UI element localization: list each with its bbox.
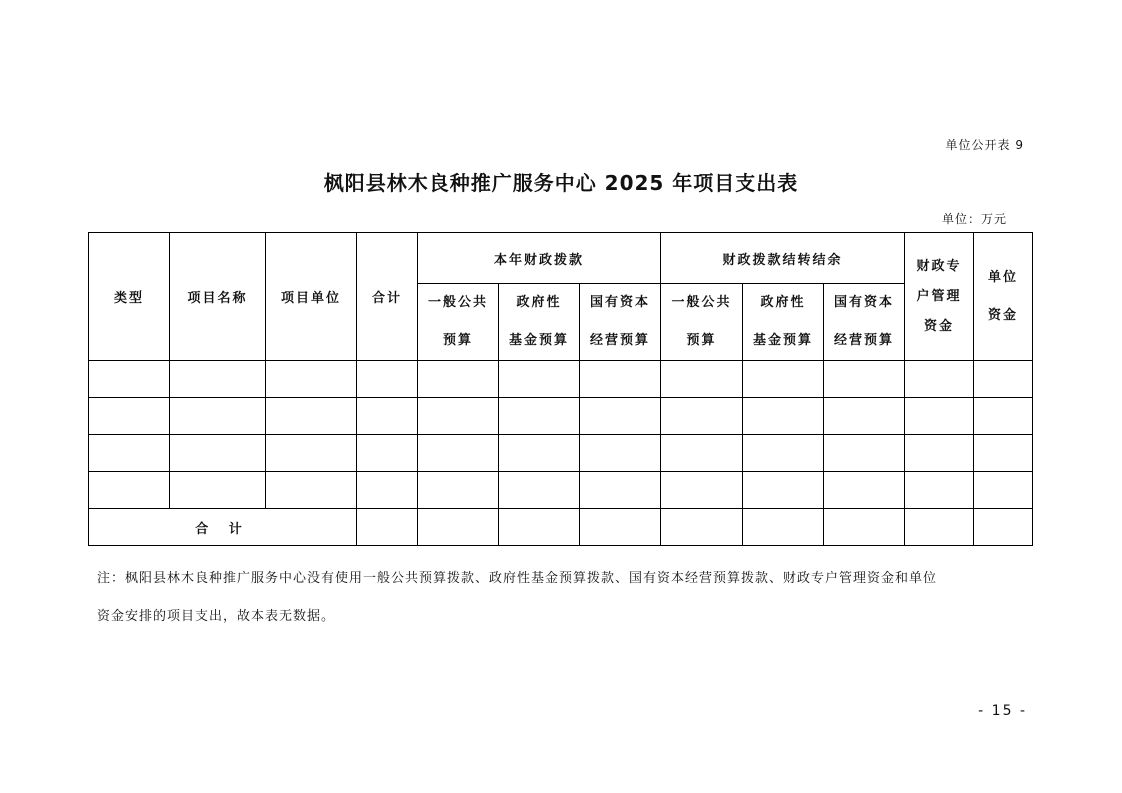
- table-cell: [418, 472, 499, 509]
- footnote-line-2: 资金安排的项目支出，故本表无数据。: [97, 609, 336, 624]
- table-cell: [905, 472, 974, 509]
- table-cell: [170, 472, 266, 509]
- header-current-year-appropriation: 本年财政拨款: [418, 233, 661, 284]
- header-general-public-budget: [418, 284, 499, 361]
- table-cell: [499, 398, 580, 435]
- table-number-label: 单位公开表 9: [945, 138, 1024, 152]
- table-cell: [743, 398, 824, 435]
- table-cell: [266, 361, 357, 398]
- header-project-unit: 项目单位: [266, 233, 357, 361]
- header-line-1: 国有资本: [590, 295, 651, 310]
- page-number: - 15 -: [978, 703, 1027, 719]
- header-line-2: 预算: [442, 333, 473, 348]
- header-total: 合计: [357, 233, 418, 361]
- footnote: [97, 560, 1032, 636]
- table-cell: [661, 509, 743, 546]
- total-row-label: 合 计: [89, 509, 357, 546]
- table-cell: [357, 361, 418, 398]
- table-cell: [499, 509, 580, 546]
- header-line-2: 预算: [686, 333, 717, 348]
- total-row: [89, 509, 1033, 546]
- table-cell: [824, 361, 905, 398]
- header-line-1: 国有资本: [834, 295, 895, 310]
- table-cell: [357, 509, 418, 546]
- table-cell: [170, 361, 266, 398]
- table-cell: [266, 398, 357, 435]
- table-cell: [824, 398, 905, 435]
- project-expenditure-table: [88, 232, 1033, 546]
- page-title: 枫阳县林木良种推广服务中心 2025 年项目支出表: [323, 171, 799, 195]
- table-cell: [661, 398, 743, 435]
- table-cell: [89, 435, 170, 472]
- table-cell: [974, 435, 1033, 472]
- table-row: [89, 361, 1033, 398]
- table-cell: [357, 472, 418, 509]
- table-cell: [824, 472, 905, 509]
- table-cell: [974, 361, 1033, 398]
- header-line-2: 基金预算: [508, 333, 569, 348]
- table-cell: [580, 398, 661, 435]
- table-cell: [89, 398, 170, 435]
- table-cell: [170, 398, 266, 435]
- table-cell: [974, 509, 1033, 546]
- table-cell: [661, 435, 743, 472]
- header-carryover-state-capital-budget: [824, 284, 905, 361]
- table-cell: [580, 509, 661, 546]
- header-line-2: 经营预算: [834, 333, 895, 348]
- header-special-line-1: 财政专: [916, 258, 962, 274]
- header-unit-fund-line-1: 单位: [988, 269, 1019, 285]
- table-cell: [89, 472, 170, 509]
- table-row: [89, 435, 1033, 472]
- table-cell: [743, 435, 824, 472]
- table-cell: [580, 361, 661, 398]
- table-cell: [499, 435, 580, 472]
- table-cell: [905, 509, 974, 546]
- table-cell: [499, 472, 580, 509]
- table-cell: [661, 472, 743, 509]
- header-project-name: 项目名称: [170, 233, 266, 361]
- table-cell: [824, 435, 905, 472]
- header-unit-fund-line-2: 资金: [988, 307, 1019, 323]
- table-cell: [974, 398, 1033, 435]
- header-gov-fund-budget: [499, 284, 580, 361]
- table-cell: [170, 435, 266, 472]
- table-cell: [743, 361, 824, 398]
- table-cell: [905, 361, 974, 398]
- table-cell: [743, 472, 824, 509]
- header-carryover-gov-fund-budget: [743, 284, 824, 361]
- table-cell: [418, 398, 499, 435]
- table-cell: [974, 472, 1033, 509]
- unit-label: 单位：万元: [941, 212, 1007, 226]
- header-line-1: 政府性: [516, 295, 562, 310]
- table-cell: [824, 509, 905, 546]
- table-cell: [499, 361, 580, 398]
- header-line-2: 经营预算: [590, 333, 651, 348]
- header-state-capital-budget: [580, 284, 661, 361]
- header-unit-fund: [974, 233, 1033, 361]
- table-row: [89, 472, 1033, 509]
- table-row: [89, 398, 1033, 435]
- header-special-line-3: 资金: [924, 318, 955, 334]
- header-type: 类型: [89, 233, 170, 361]
- footnote-line-1: 注：枫阳县林木良种推广服务中心没有使用一般公共预算拨款、政府性基金预算拨款、国有资本经营预算拨款、财政专户管理资金和单位: [97, 571, 938, 586]
- table-cell: [661, 361, 743, 398]
- table-cell: [357, 435, 418, 472]
- table-cell: [418, 509, 499, 546]
- header-line-1: 政府性: [760, 295, 806, 310]
- header-carryover-general-public-budget: [661, 284, 743, 361]
- header-special-account-fund: [905, 233, 974, 361]
- table-cell: [266, 435, 357, 472]
- table-cell: [418, 435, 499, 472]
- table-cell: [743, 509, 824, 546]
- header-carryover-balance: 财政拨款结转结余: [661, 233, 905, 284]
- table-cell: [357, 398, 418, 435]
- header-special-line-2: 户管理: [916, 288, 962, 304]
- table-cell: [905, 435, 974, 472]
- table-cell: [580, 472, 661, 509]
- header-line-1: 一般公共: [671, 295, 732, 310]
- header-line-1: 一般公共: [427, 295, 488, 310]
- table-cell: [266, 472, 357, 509]
- table-cell: [580, 435, 661, 472]
- table-body: [89, 361, 1033, 546]
- table-cell: [905, 398, 974, 435]
- table-cell: [418, 361, 499, 398]
- table-cell: [89, 361, 170, 398]
- header-line-2: 基金预算: [753, 333, 814, 348]
